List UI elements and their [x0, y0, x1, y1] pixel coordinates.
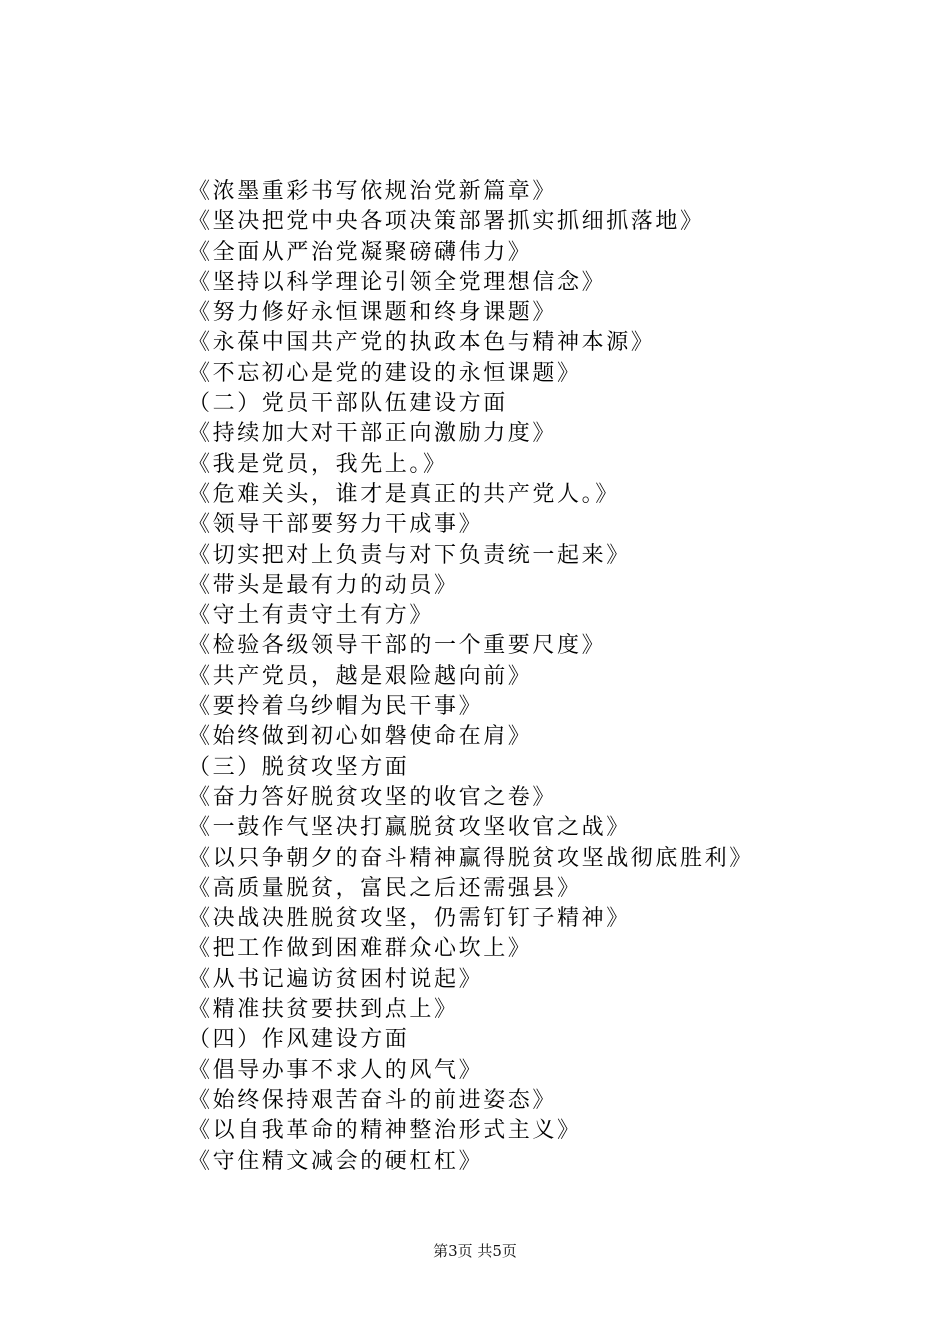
title-line: 《始终保持艰苦奋斗的前进姿态》: [188, 1087, 558, 1113]
title-line: 《不忘初心是党的建设的永恒课题》: [188, 360, 582, 386]
title-line: 《我是党员，我先上。》: [188, 451, 448, 477]
section-heading: （四）作风建设方面: [188, 1027, 410, 1053]
title-line: 《奋力答好脱贫攻坚的收官之卷》: [188, 784, 558, 810]
title-line: 《检验各级领导干部的一个重要尺度》: [188, 633, 607, 659]
title-line: 《坚决把党中央各项决策部署抓实抓细抓落地》: [188, 209, 705, 235]
title-line: 《高质量脱贫，富民之后还需强县》: [188, 875, 582, 901]
title-line: 《决战决胜脱贫攻坚，仍需钉钉子精神》: [188, 906, 631, 932]
title-line: 《要拎着乌纱帽为民干事》: [188, 694, 484, 720]
title-line: 《精准扶贫要扶到点上》: [188, 997, 459, 1023]
section-heading: （三）脱贫攻坚方面: [188, 754, 410, 780]
document-body: [188, 177, 888, 1177]
title-line: 《以自我革命的精神整治形式主义》: [188, 1118, 582, 1144]
title-line: 《持续加大对干部正向激励力度》: [188, 421, 558, 447]
title-line: 《努力修好永恒课题和终身课题》: [188, 300, 558, 326]
title-line: 《危难关头，谁才是真正的共产党人。》: [188, 481, 620, 507]
title-line: 《共产党员，越是艰险越向前》: [188, 663, 533, 689]
title-line: 《带头是最有力的动员》: [188, 572, 459, 598]
page-number-footer: 第3页 共5页: [433, 1242, 517, 1260]
title-line: 《倡导办事不求人的风气》: [188, 1057, 484, 1083]
title-line: 《浓墨重彩书写依规治党新篇章》: [188, 179, 558, 204]
title-line: 《永葆中国共产党的执政本色与精神本源》: [188, 330, 656, 356]
title-line: 《始终做到初心如磐使命在肩》: [188, 724, 533, 750]
title-line: 《把工作做到困难群众心坎上》: [188, 936, 533, 962]
title-line: 《一鼓作气坚决打赢脱贫攻坚收官之战》: [188, 815, 631, 841]
title-line: 《以只争朝夕的奋斗精神赢得脱贫攻坚战彻底胜利》: [188, 845, 754, 871]
title-line: 《领导干部要努力干成事》: [188, 512, 484, 538]
title-line: 《全面从严治党凝聚磅礴伟力》: [188, 239, 533, 265]
title-line: 《守土有责守土有方》: [188, 603, 435, 629]
title-line: 《从书记遍访贫困村说起》: [188, 966, 484, 992]
title-line: 《切实把对上负责与对下负责统一起来》: [188, 542, 631, 568]
section-heading: （二）党员干部队伍建设方面: [188, 391, 508, 417]
title-line: 《守住精文减会的硬杠杠》: [188, 1148, 484, 1174]
title-line: 《坚持以科学理论引领全党理想信念》: [188, 269, 607, 295]
